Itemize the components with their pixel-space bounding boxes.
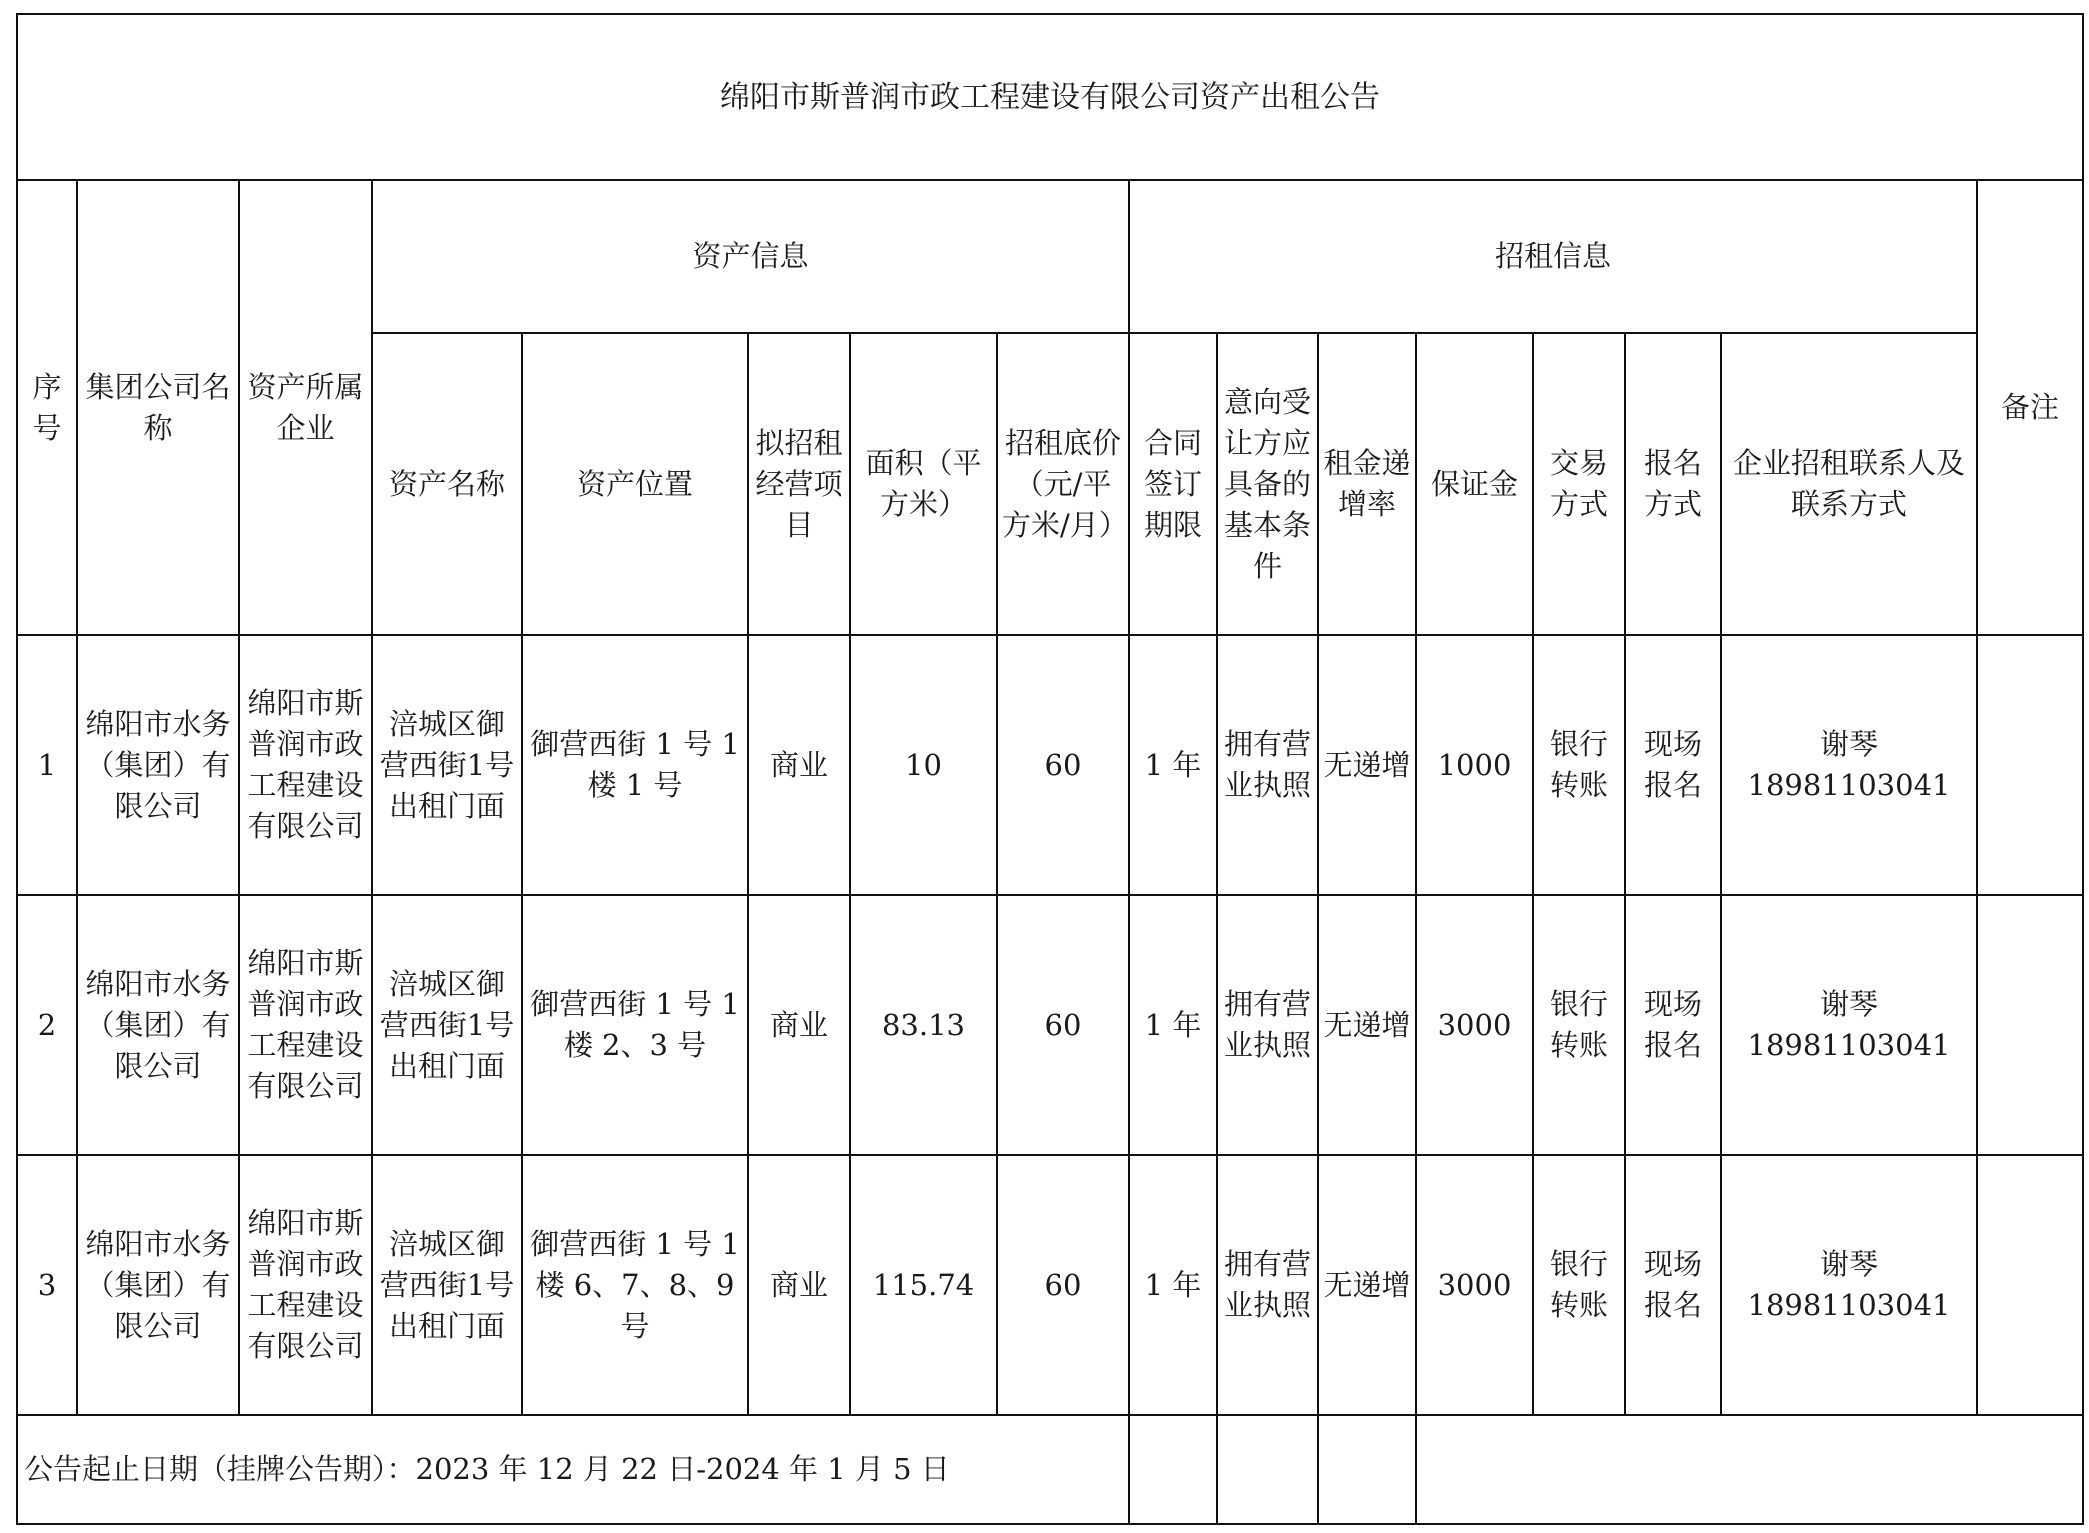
cell-asset-location: 御营西街 1 号 1 楼 2、3 号 xyxy=(522,895,748,1155)
cell-deposit: 1000 xyxy=(1416,635,1533,895)
cell-remark xyxy=(1977,895,2083,1155)
cell-deposit: 3000 xyxy=(1416,1155,1533,1415)
header-base-price: 招租底价（元/平方米/月） xyxy=(997,333,1129,635)
table-row xyxy=(17,895,2083,1155)
cell-increase: 无递增 xyxy=(1318,895,1416,1155)
cell-base-price: 60 xyxy=(997,1155,1129,1415)
announcement-period: 公告起止日期（挂牌公告期）：2023 年 12 月 22 日-2024 年 1 月 5 日 xyxy=(17,1415,1129,1524)
cell-conditions: 拥有营业执照 xyxy=(1217,1155,1318,1415)
header-area: 面积（平方米） xyxy=(850,333,997,635)
header-signup: 报名方式 xyxy=(1625,333,1721,635)
cell-asset-location: 御营西街 1 号 1 楼 1 号 xyxy=(522,635,748,895)
cell-base-price: 60 xyxy=(997,635,1129,895)
page-title: 绵阳市斯普润市政工程建设有限公司资产出租公告 xyxy=(17,14,2083,180)
header-term: 合同签订期限 xyxy=(1129,333,1217,635)
header-conditions: 意向受让方应具备的基本条件 xyxy=(1217,333,1318,635)
cell-seq: 1 xyxy=(17,635,77,895)
header-asset-info: 资产信息 xyxy=(372,180,1129,333)
table-row xyxy=(17,635,2083,895)
cell-group: 绵阳市水务（集团）有限公司 xyxy=(77,895,239,1155)
header-increase: 租金递增率 xyxy=(1318,333,1416,635)
cell-area: 83.13 xyxy=(850,895,997,1155)
cell-conditions: 拥有营业执照 xyxy=(1217,635,1318,895)
cell-signup: 现场报名 xyxy=(1625,635,1721,895)
header-trade: 交易方式 xyxy=(1533,333,1625,635)
cell-owner: 绵阳市斯普润市政工程建设有限公司 xyxy=(239,635,372,895)
header-contact: 企业招租联系人及联系方式 xyxy=(1721,333,1977,635)
contact-name: 谢琴 xyxy=(1819,727,1878,761)
cell-signup: 现场报名 xyxy=(1625,895,1721,1155)
header-owner: 资产所属企业 xyxy=(239,180,372,635)
cell-owner: 绵阳市斯普润市政工程建设有限公司 xyxy=(239,1155,372,1415)
header-seq: 序号 xyxy=(17,180,77,635)
cell-business: 商业 xyxy=(748,1155,850,1415)
cell-asset-name: 涪城区御营西街1号出租门面 xyxy=(372,635,522,895)
cell-contact xyxy=(1721,1155,1977,1415)
cell-signup: 现场报名 xyxy=(1625,1155,1721,1415)
cell-contact xyxy=(1721,635,1977,895)
header-group: 集团公司名称 xyxy=(77,180,239,635)
footer-blank-cell xyxy=(1416,1415,2083,1524)
cell-term: 1 年 xyxy=(1129,1155,1217,1415)
cell-seq: 2 xyxy=(17,895,77,1155)
cell-area: 115.74 xyxy=(850,1155,997,1415)
cell-deposit: 3000 xyxy=(1416,895,1533,1155)
cell-term: 1 年 xyxy=(1129,635,1217,895)
cell-group: 绵阳市水务（集团）有限公司 xyxy=(77,1155,239,1415)
contact-phone: 18981103041 xyxy=(1747,1288,1951,1322)
header-remark: 备注 xyxy=(1977,180,2083,635)
cell-term: 1 年 xyxy=(1129,895,1217,1155)
cell-contact xyxy=(1721,895,1977,1155)
cell-asset-name: 涪城区御营西街1号出租门面 xyxy=(372,895,522,1155)
table-row xyxy=(17,1155,2083,1415)
cell-trade: 银行转账 xyxy=(1533,1155,1625,1415)
cell-trade: 银行转账 xyxy=(1533,635,1625,895)
footer-blank-cell xyxy=(1129,1415,1217,1524)
header-asset-location: 资产位置 xyxy=(522,333,748,635)
footer-blank-cell xyxy=(1217,1415,1318,1524)
cell-increase: 无递增 xyxy=(1318,1155,1416,1415)
contact-phone: 18981103041 xyxy=(1747,1028,1951,1062)
cell-owner: 绵阳市斯普润市政工程建设有限公司 xyxy=(239,895,372,1155)
contact-name: 谢琴 xyxy=(1819,1247,1878,1281)
header-business: 拟招租经营项目 xyxy=(748,333,850,635)
contact-name: 谢琴 xyxy=(1819,987,1878,1021)
cell-area: 10 xyxy=(850,635,997,895)
cell-group: 绵阳市水务（集团）有限公司 xyxy=(77,635,239,895)
header-deposit: 保证金 xyxy=(1416,333,1533,635)
cell-asset-location: 御营西街 1 号 1 楼 6、7、8、9 号 xyxy=(522,1155,748,1415)
header-asset-name: 资产名称 xyxy=(372,333,522,635)
cell-business: 商业 xyxy=(748,635,850,895)
cell-increase: 无递增 xyxy=(1318,635,1416,895)
cell-asset-name: 涪城区御营西街1号出租门面 xyxy=(372,1155,522,1415)
footer-blank-cell xyxy=(1318,1415,1416,1524)
cell-base-price: 60 xyxy=(997,895,1129,1155)
cell-conditions: 拥有营业执照 xyxy=(1217,895,1318,1155)
contact-phone: 18981103041 xyxy=(1747,768,1951,802)
header-lease-info: 招租信息 xyxy=(1129,180,1977,333)
cell-trade: 银行转账 xyxy=(1533,895,1625,1155)
rental-announcement-table xyxy=(16,13,2084,1525)
cell-business: 商业 xyxy=(748,895,850,1155)
cell-seq: 3 xyxy=(17,1155,77,1415)
cell-remark xyxy=(1977,1155,2083,1415)
cell-remark xyxy=(1977,635,2083,895)
